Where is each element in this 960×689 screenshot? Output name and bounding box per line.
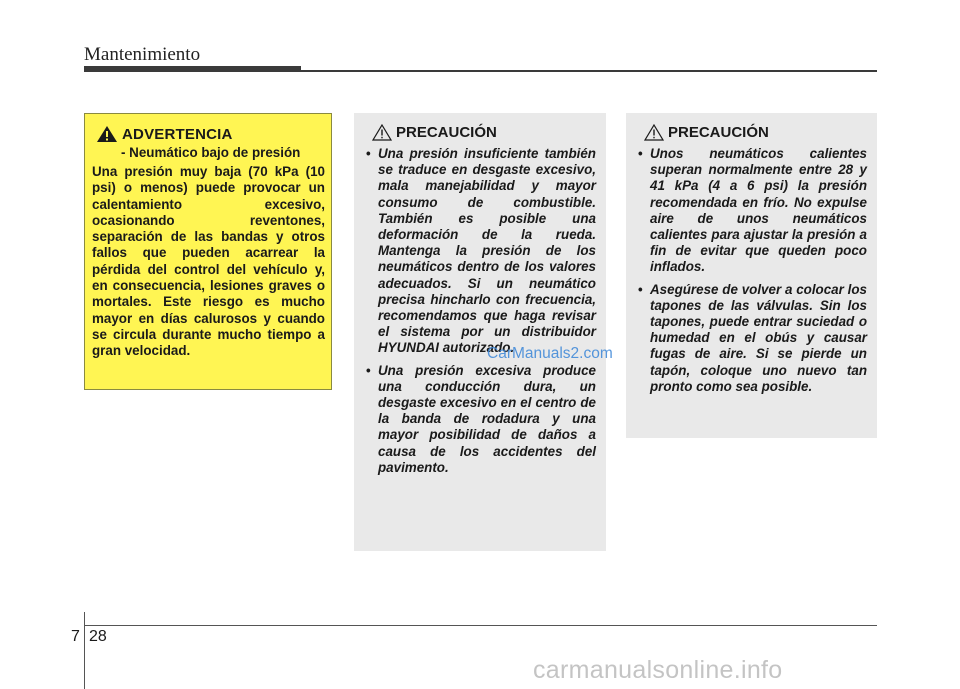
caution-list	[366, 146, 596, 476]
footer-rule-vertical	[84, 612, 85, 689]
list-item: • Asegúrese de volver a colocar los tapones de las válvulas. Sin los tapones, puede entrar suciedad o humedad en el obús y causar fugas de aire. Si se pierde un tapón, coloque uno nuevo tan pronto como sea posible.	[638, 281, 867, 394]
list-item-text: Unos neumáticos calientes superan normalmente entre 28 y 41 kPa (4 a 6 psi) la presión recomendada en frío. No expulse aire de unos neumáticos calientes para ajustar la presión a fin de evitar que queden poco inflados.	[650, 146, 867, 275]
section-title: Mantenimiento	[84, 44, 201, 65]
watermark-overlay: CarManuals2.com	[487, 345, 613, 362]
list-item: • Unos neumáticos calientes superan normalmente entre 28 y 41 kPa (4 a 6 psi) la presión recomendada en frío. No expulse aire de unos neumáticos calientes para ajustar la presión a fin de evitar que queden poco inflados.	[638, 146, 867, 275]
header-rule-thick	[84, 66, 301, 72]
warning-body: Una presión muy baja (70 kPa (10 psi) o menos) puede provocar un calentamiento excesivo, ocasionando reventones, separación de las bandas y otros fallos que pueden acarrear la pérdida del control del vehículo y, en consecuencia, lesiones graves o mortales. Este riesgo es mucho mayor en días calurosos y cuando se circula durante mucho tiempo a gran velocidad.	[92, 164, 325, 359]
warning-box	[84, 113, 332, 390]
list-item-text: Una presión excesiva produce una conducción dura, un desgaste excesivo en el centro de la banda de rodadura y una mayor posibilidad de daños a causa de los accidentes del pavimento.	[378, 362, 596, 475]
list-item: • Una presión insuficiente también se traduce en desgaste excesivo, mala manejabilidad y mayor consumo de combustible. También es posible una deformación de la rueda. Mantenga la presión de los neumáticos dentro de los valores adecuados. Si un neumático precisa hincharlo con frecuencia, recomendamos que haga revisar el sistema por un distribuidor HYUNDAI autorizado.	[366, 146, 596, 356]
caution-title: PRECAUCIÓN	[396, 123, 497, 141]
caution-box-2	[626, 113, 877, 438]
caution-box-1	[354, 113, 606, 551]
list-item: • Una presión excesiva produce una conducción dura, un desgaste excesivo en el centro de la banda de rodadura y una mayor posibilidad de daños a causa de los accidentes del pavimento.	[366, 362, 596, 475]
caution-header	[366, 123, 596, 141]
list-item-text: Una presión insuficiente también se traduce en desgaste excesivo, mala manejabilidad y mayor consumo de combustible. También es posible una deformación de la rueda. Mantenga la presión de los neumáticos dentro de los valores adecuados. Si un neumático precisa hincharlo con frecuencia, recomendamos que haga revisar el sistema por un distribuidor HYUNDAI autorizado.	[378, 146, 596, 356]
header-rule-thin	[301, 70, 877, 72]
caution-header	[638, 123, 867, 141]
caution-triangle-icon	[372, 124, 392, 141]
caution-list	[638, 146, 867, 395]
footer-watermark: carmanualsonline.info	[533, 656, 783, 684]
warning-triangle-icon	[96, 125, 118, 143]
caution-title: PRECAUCIÓN	[668, 123, 769, 141]
warning-title: ADVERTENCIA	[122, 125, 233, 143]
footer-rule-horizontal	[84, 625, 877, 626]
list-item-text: Asegúrese de volver a colocar los tapones de las válvulas. Sin los tapones, puede entrar suciedad o humedad en el obús y causar fugas de aire. Si se pierde un tapón, coloque uno nuevo tan pronto como sea posible.	[650, 281, 867, 394]
warning-subtitle: - Neumático bajo de presión	[121, 145, 301, 160]
warning-header	[92, 124, 325, 144]
caution-triangle-icon	[644, 124, 664, 141]
page-number: 28	[89, 628, 107, 645]
page-section-number: 7	[71, 628, 80, 645]
